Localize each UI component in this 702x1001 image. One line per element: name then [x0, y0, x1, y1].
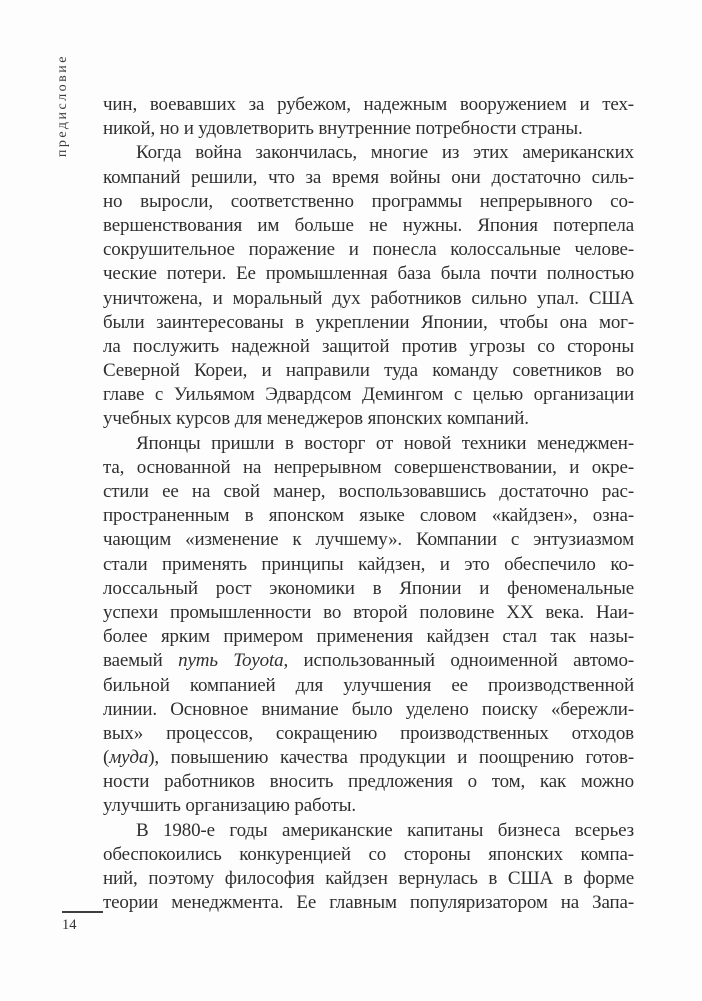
text-line: были заинтересованы в укреплении Японии, чтобы она мог- [103, 311, 634, 333]
chapter-running-head-label: предисловие [55, 54, 70, 158]
text-line: Когда война закончилась, многие из этих американских [136, 142, 634, 164]
text-line: учебных курсов для менеджеров японских компаний. [103, 408, 529, 430]
text-line: успехи промышленности во второй половине XX века. Наи- [103, 601, 634, 623]
text-segment: ваемый [103, 650, 179, 672]
italic-term: муда [109, 747, 149, 769]
text-line: улучшить организацию работы. [103, 795, 356, 817]
text-line [103, 746, 634, 770]
text-line: ческие потери. Ее промышленная база была почти полностью [103, 263, 634, 285]
text-line [103, 649, 634, 673]
text-line: ности работников вносить предложения о том, как можно [103, 771, 634, 793]
text-line: уничтожена, и моральный дух работников сильно упал. США [103, 287, 634, 309]
page-number: 14 [62, 917, 77, 933]
text-line: чающим «изменение к лучшему». Компании с энтузиазмом [103, 529, 634, 551]
text-line: линии. Основное внимание было уделено поиску «бережли- [103, 698, 634, 720]
text-line: бильной компанией для улучшения ее производственной [103, 674, 634, 696]
text-line: ла послужить надежной защитой против угрозы со стороны [103, 335, 634, 357]
chapter-running-head [55, 54, 71, 204]
text-line: лоссальный рост экономики в Японии и феноменальные [103, 577, 634, 599]
text-line: никой, но и удовлетворить внутренние потребности страны. [103, 118, 583, 140]
text-block [103, 93, 634, 915]
text-line: та, основанной на непрерывном совершенствовании, и окре- [103, 456, 634, 478]
text-line: ний, поэтому философия кайдзен вернулась в США в форме [103, 868, 634, 889]
text-line: более ярким примером применения кайдзен стал так назы- [103, 626, 634, 648]
text-line: чин, воевавших за рубежом, надежным вооружением и тех- [103, 94, 634, 115]
text-line: стали применять принципы кайдзен, и это обеспечило ко- [103, 553, 634, 575]
text-line: компаний решили, что за время войны они достаточно силь- [103, 166, 634, 188]
text-segment: ), повышению качества продукции и поощрению готов- [148, 747, 634, 769]
text-line: Японцы пришли в восторг от новой техники менеджмен- [136, 432, 634, 454]
text-line: вершенствования им больше не нужны. Япония потерпела [103, 214, 634, 236]
italic-term: путь Toyota [178, 650, 284, 672]
text-segment: ( [103, 747, 110, 769]
text-line: главе с Уильямом Эдвардсом Демингом с целью организации [103, 384, 634, 406]
text-line: Северной Кореи, и направили туда команду советников во [103, 360, 634, 382]
text-line: пространенным в японском языке словом «кайдзен», озна- [103, 505, 634, 527]
text-line: стили ее на свой манер, воспользовавшись достаточно рас- [103, 481, 634, 502]
text-line: сокрушительное поражение и понесла колоссальные челове- [103, 239, 634, 261]
folio-divider [62, 911, 103, 913]
text-line: обеспокоились конкуренцией со стороны японских компа- [103, 843, 634, 865]
text-line: вых» процессов, сокращению производственных отходов [103, 722, 634, 744]
text-line: В 1980-е годы американские капитаны бизнеса всерьез [136, 819, 634, 841]
text-line: теории менеджмента. Ее главным популяризатором на Запа- [103, 892, 634, 914]
text-segment: , использованный одноименной автомо- [283, 650, 635, 672]
text-line: но выросли, соответственно программы непрерывного со- [103, 190, 634, 212]
